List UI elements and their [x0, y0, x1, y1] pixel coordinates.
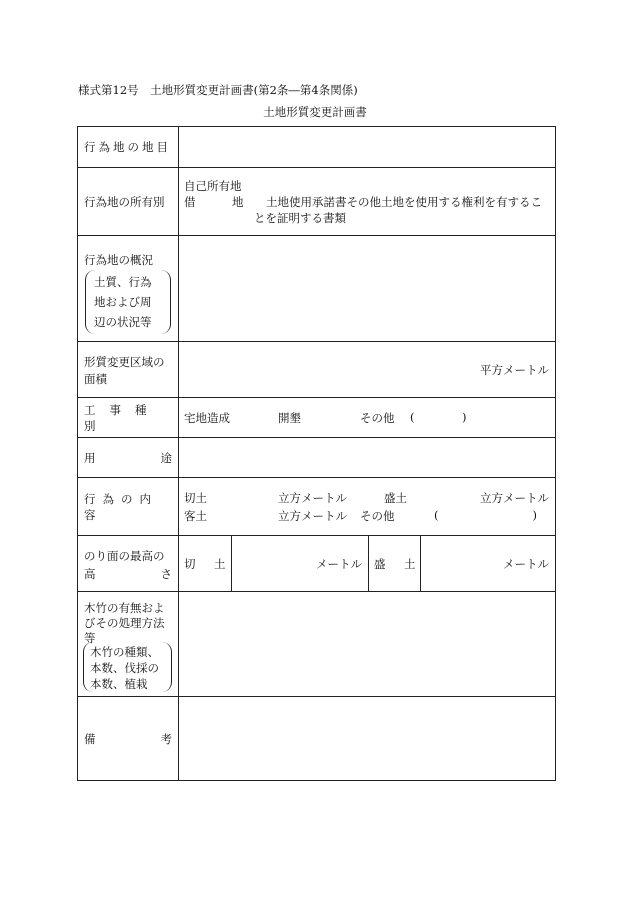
field-work-type[interactable]: [178, 398, 555, 437]
label-area-line2: 面積: [84, 372, 107, 386]
field-trees[interactable]: [178, 592, 555, 696]
lease-document-text-line1: 土地使用承諾書その他土地を使用する権利を有するこ: [266, 195, 542, 209]
other-paren-open: (: [410, 410, 415, 424]
option-lease-char2: 地: [232, 195, 244, 209]
slope-fill-char1: 盛: [374, 557, 386, 571]
site-condition-bracket: [85, 270, 171, 334]
slope-fill-unit: メートル: [503, 557, 549, 571]
field-area[interactable]: [178, 342, 555, 397]
slope-cut-char2: 土: [214, 557, 226, 571]
option-reclamation[interactable]: 開墾: [278, 411, 301, 425]
fill-unit: 立方メートル: [480, 491, 549, 505]
option-residential[interactable]: 宅地造成: [184, 411, 230, 425]
label-site-condition-text: 行為地の概況: [84, 253, 153, 267]
site-condition-sub1: 土質、行為: [94, 275, 152, 289]
label-purpose-char2: 途: [160, 450, 172, 465]
label-land-category: [78, 127, 178, 167]
row-site-condition: [78, 236, 555, 342]
label-slope-char-high: 高: [84, 567, 96, 581]
fill-label: 盛土: [384, 491, 407, 505]
label-remarks-char2: 考: [160, 731, 172, 746]
field-purpose[interactable]: [178, 438, 555, 477]
option-other[interactable]: その他: [360, 411, 395, 425]
label-remarks-char1: 備: [84, 731, 96, 746]
slope-fill-input[interactable]: [421, 536, 555, 591]
topsoil-unit: 立方メートル: [278, 509, 347, 523]
slope-cut-char1: 切: [184, 557, 196, 571]
content-other-label: その他: [360, 509, 395, 523]
slope-fill-char2: 土: [404, 557, 416, 571]
slope-cut-input[interactable]: [232, 536, 368, 591]
trees-bracket: [83, 642, 172, 692]
topsoil-label: 客土: [184, 509, 207, 523]
label-trees-line1: 木竹の有無およ: [84, 601, 165, 615]
label-trees: [78, 592, 178, 696]
label-purpose: [78, 438, 178, 477]
other-paren-close: ): [462, 410, 467, 424]
label-work-type-text: 工事種別: [84, 402, 161, 433]
option-own-land[interactable]: 自己所有地: [184, 179, 242, 193]
label-slope-line1: のり面の最高の: [84, 549, 165, 563]
site-condition-sub2: 地および周: [94, 295, 152, 309]
area-unit: 平方メートル: [480, 363, 549, 377]
trees-sub2: 本数、伐採の: [90, 661, 159, 675]
field-ownership[interactable]: [178, 168, 555, 235]
label-ownership: [78, 168, 178, 235]
label-area: [78, 342, 178, 397]
cut-label: 切土: [184, 491, 207, 505]
row-remarks: [78, 697, 555, 780]
label-ownership-text: 行為地の所有別: [84, 194, 165, 209]
lease-document-text-line2: とを証明する書類: [254, 211, 346, 225]
label-site-condition: [78, 236, 178, 341]
field-work-content[interactable]: [178, 478, 555, 535]
row-work-type: [78, 398, 555, 438]
field-remarks[interactable]: [178, 697, 555, 780]
label-remarks: [78, 697, 178, 780]
label-work-content: [78, 478, 178, 535]
row-land-category: [78, 127, 555, 168]
label-work-content-text: 行為の内容: [84, 491, 158, 522]
row-ownership: [78, 168, 555, 236]
field-land-category[interactable]: [178, 127, 555, 167]
field-site-condition[interactable]: [178, 236, 555, 341]
label-work-type: [78, 398, 178, 437]
label-slope-char-sa: さ: [160, 567, 172, 581]
trees-sub1: 木竹の種類、: [90, 645, 159, 659]
form-title: 土地形質変更計画書: [263, 105, 367, 119]
label-purpose-char1: 用: [84, 450, 96, 465]
option-lease-char1: 借: [184, 195, 196, 209]
field-slope-height: [178, 536, 555, 591]
content-other-paren-open: (: [434, 508, 439, 522]
label-trees-line2: びその処理方法: [84, 616, 165, 630]
slope-cut-unit: メートル: [316, 557, 362, 571]
site-condition-sub3: 辺の状況等: [94, 315, 152, 329]
label-slope-height: [78, 536, 178, 591]
plan-form-table: [77, 126, 556, 781]
cut-unit: 立方メートル: [278, 491, 347, 505]
row-area: [78, 342, 555, 398]
trees-sub3: 本数、植栽: [90, 677, 148, 691]
row-slope-height: [78, 536, 555, 592]
content-other-paren-close: ): [532, 508, 537, 522]
label-trees-line3: 等: [84, 631, 96, 645]
row-trees: [78, 592, 555, 697]
label-area-line1: 形質変更区域の: [84, 355, 165, 369]
label-land-category-text: 行為地の地目: [84, 140, 171, 154]
row-purpose: [78, 438, 555, 478]
slope-divider-2: [368, 536, 369, 591]
row-work-content: [78, 478, 555, 536]
form-number-header: 様式第12号 土地形質変更計画書(第2条―第4条関係): [78, 83, 358, 97]
